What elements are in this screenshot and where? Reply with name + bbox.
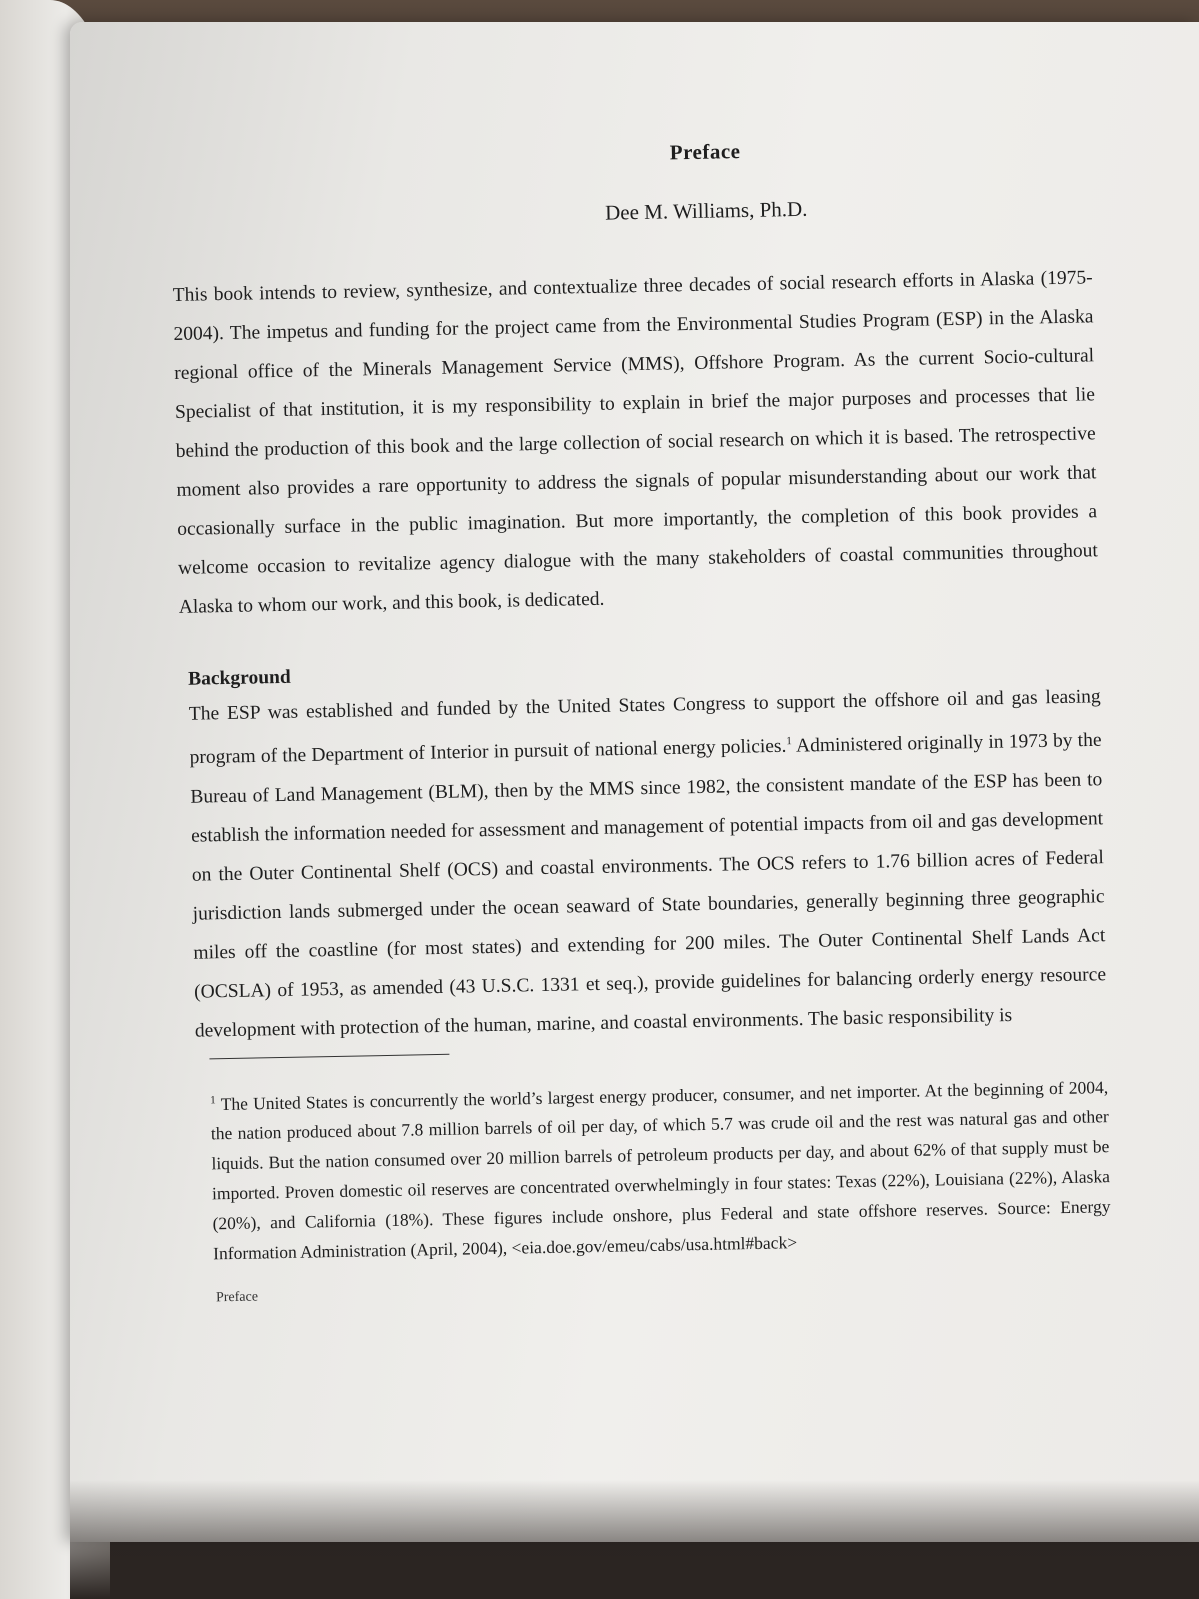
intro-paragraph: This book intends to review, synthesize, and contextualize three decades of social research efforts in Alaska (1975-2004). The impetus and funding for the project came from the Environmental Studies Program (ESP) in the Alaska regional office of the Minerals Management Service (MMS), Offshore Program. As the current Socio-cultural Specialist of that institution, it is my responsibility to explain in brief the major purposes and processes that lie behind the production of this book and the large collection of social research on which it is based. The retrospective moment also provides a rare opportunity to address the signals of popular misunderstanding about our work that occasionally surface in the public imagination. But more importantly, the completion of this book provides a welcome occasion to revitalize agency dialogue with the many stakeholders of coastal communities throughout Alaska to whom our work, and this book, is dedicated. (172, 267, 1099, 618)
page-content (170, 132, 1112, 1307)
background-paragraph (188, 677, 1107, 1050)
author-name: Dee M. Williams, Ph.D. (604, 196, 808, 225)
background-text-part1: The ESP was established and funded by the United States Congress to support the offshore oil and gas leasing program of the Department of Interior in pursuit of national energy policies. (188, 686, 1101, 769)
background-text-part2: Administered originally in 1973 by the Bureau of Land Management (BLM), then by the MMS since 1982, the consistent mandate of the ESP has been to establish the information needed for assessment and management of potential impacts from oil and gas development on the Outer Continental Shelf (OCS) and coastal environments. The OCS refers to 1.76 billion acres of Federal jurisdiction lands submerged under the ocean seaward of State boundaries, generally beginning three geographic miles off the coastline (for most states) and extending for 200 miles. The Outer Continental Shelf Lands Act (OCSLA) of 1953, as amended (43 U.S.C. 1331 et seq.), provide guidelines for balancing orderly energy resource development with protection of the human, marine, and coastal environments. The basic responsibility is (190, 729, 1107, 1042)
footnote-marker: 1 (210, 1093, 216, 1106)
page-footer-label: Preface (215, 1289, 259, 1306)
footnote-text: The United States is concurrently the world’s largest energy producer, consumer, and net importer. At the beginning of 2004, the nation produced about 7.8 million barrels of oil per day, of which 5.7 was crude oil and the rest was natural gas and other liquids. But the nation consumed over 20 million barrels of petroleum products per day, and about 62% of that supply must be imported. Proven domestic oil reserves are concentrated overwhelmingly in four states: Texas (22%), Louisiana (22%), Alaska (20%), and California (18%). These figures include onshore, plus Federal and state offshore reserves. Source: Energy Information Administration (April, 2004), <eia.doe.gov/emeu/cabs/usa.html#back> (210, 1076, 1111, 1264)
footnote-reference: 1 (786, 735, 792, 748)
page-shadow (70, 1480, 1199, 1599)
section-heading-background: Background (187, 666, 291, 690)
footnote-divider (209, 1053, 449, 1059)
page-title: Preface (669, 139, 741, 165)
footnote (210, 1068, 1111, 1269)
